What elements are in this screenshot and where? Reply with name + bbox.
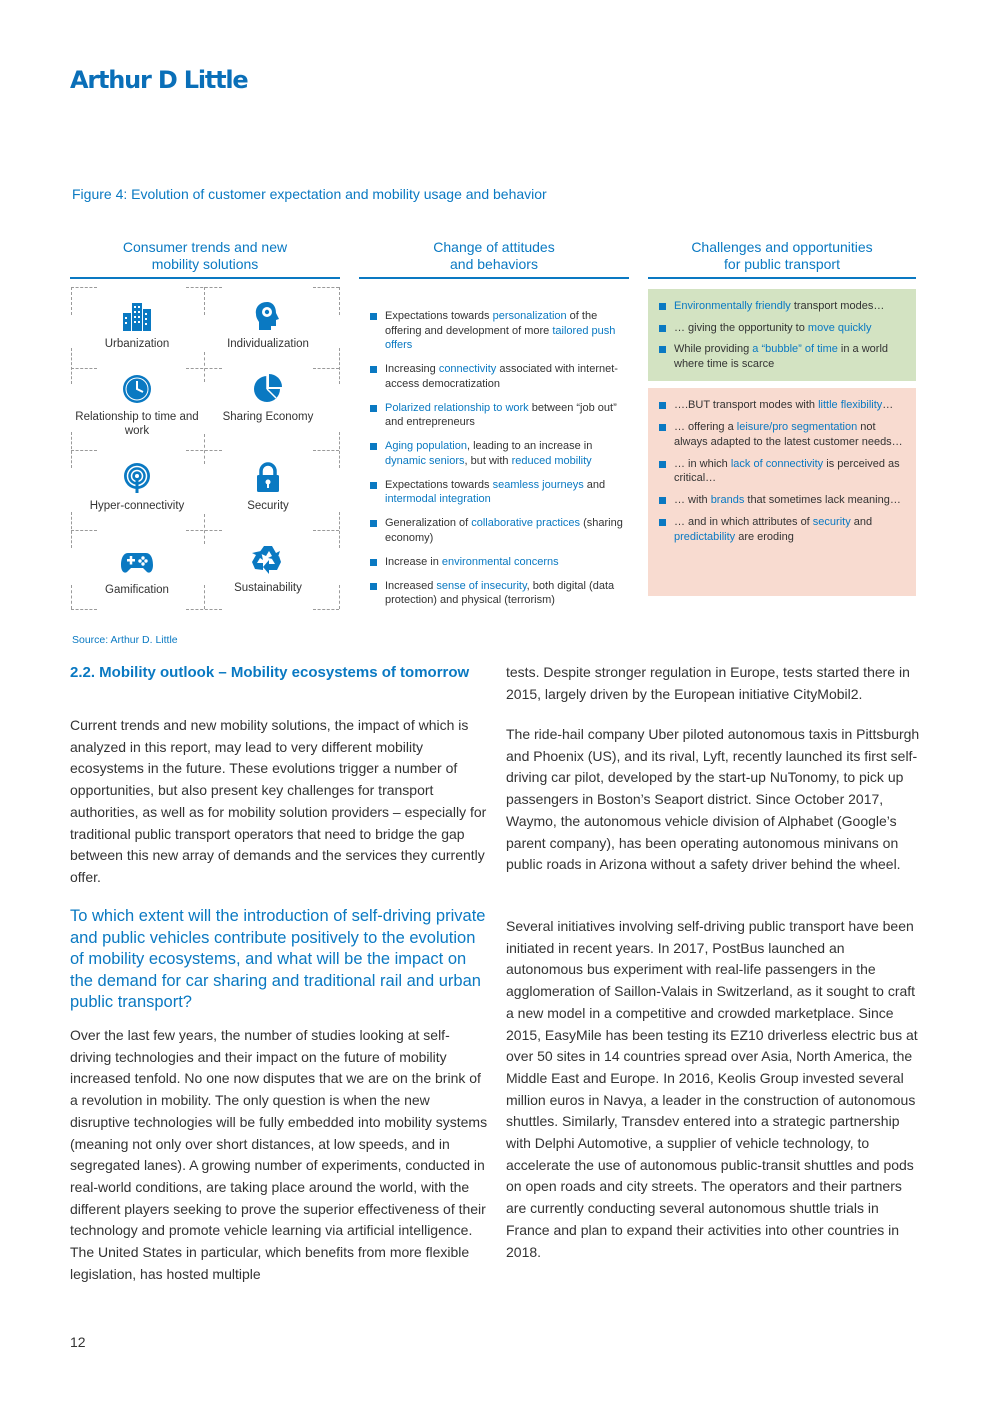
figure-source: Source: Arthur D. Little: [72, 634, 178, 646]
section-heading: 2.2. Mobility outlook – Mobility ecosystems of tomorrow: [70, 664, 470, 681]
bullet-item: … giving the opportunity to move quickly: [658, 321, 908, 336]
intro-paragraph: Current trends and new mobility solutions, the impact of which is analyzed in this report, may lead to very different mobility ecosystems in the future. These evolutions trigger a number of opportunities, but also present key challenges for transport authorities, as well as for mobility solution providers – especially for traditional public transport operators that need to bridge the gap between this new array of demands and the services they currently offer.: [70, 717, 487, 885]
column-header-trends: [70, 239, 340, 279]
challenges-box: [648, 388, 916, 596]
recycle-icon: [251, 543, 285, 577]
body-paragraph-right-1: tests. Despite stronger regulation in Europe, tests started there in 2015, largely driven by the European initiative CityMobil2.: [506, 664, 910, 702]
trend-label: Security: [247, 500, 289, 512]
padlock-icon: [251, 461, 285, 495]
bullet-item: … with brands that sometimes lack meaning…: [658, 493, 908, 508]
bullet-item: Polarized relationship to work between “job out” and entrepreneurs: [369, 401, 623, 430]
buildings-icon: [120, 299, 154, 333]
pie-chart-icon: [251, 372, 285, 406]
company-logo: Arthur D Little: [70, 66, 248, 94]
trend-gamification: [72, 545, 202, 623]
bullet-item: Increasing connectivity associated with internet-access democratization: [369, 362, 623, 391]
column-header-attitudes: [359, 239, 629, 279]
bullet-item: Expectations towards personalization of the offering and development of more tailored push offers: [369, 309, 623, 353]
bullet-item: While providing a “bubble” of time in a world where time is scarce: [658, 342, 908, 371]
bullet-item: … and in which attributes of security and predictability are eroding: [658, 515, 908, 544]
column-header-line: mobility solutions: [151, 256, 259, 272]
trend-hyper-connectivity: [72, 461, 202, 539]
body-paragraph-right-2: The ride-hail company Uber piloted autonomous taxis in Pittsburgh and Phoenix (US), and its rival, Lyft, recently launched its first self-driving car pilot, developed by the start-up NuTonomy, to pick up passengers in Boston’s Seaport district. Since October 2017, Waymo, the autonomous vehicle division of Alphabet (Google’s parent company), has been operating autonomous minivans on public roads in Arizona without a safety driver behind the wheel.: [506, 726, 920, 873]
clock-icon: [120, 372, 154, 406]
column-header-challenges: [648, 239, 916, 279]
body-paragraph-right-3: Several initiatives involving self-driving public transport have been initiated in recent years. In 2017, PostBus launched an autonomous bus experiment with real-life passengers in the agglomeration of Saillon-Valais in Switzerland, as it sought to craft a new model in a competitive and crowded marketplace. Since 2015, EasyMile has been testing its EZ10 driverless electric bus at over 50 sites in 14 countries spread over Asia, North America, the Middle East and Europe. In 2016, Keolis Group invested several million euros in Navya, a leader in the construction of autonomous shuttles. Similarly, Transdev entered into a strategic partnership with Delphi Automotive, a supplier of vehicle technology, to accelerate the use of autonomous public-transit shuttles and pods on open roads and city streets. The operators and their partners are currently conducting several autonomous shuttle trials in France and plan to expand their activities into other countries in 2018.: [506, 918, 918, 1260]
figure-title: Figure 4: Evolution of customer expectation and mobility usage and behavior: [72, 186, 547, 202]
bullet-item: … in which lack of connectivity is perceived as critical…: [658, 457, 908, 486]
trend-label: Hyper-connectivity: [89, 500, 185, 512]
head-gear-icon: [251, 299, 285, 333]
bullet-item: ….BUT transport modes with little flexibility…: [658, 398, 908, 413]
gamepad-icon: [120, 545, 154, 579]
trend-relationship-time-work: [72, 372, 202, 450]
trend-sharing-economy: [203, 372, 333, 450]
trend-security: [203, 461, 333, 539]
column-header-line: and behaviors: [450, 256, 538, 272]
column-header-line: Change of attitudes: [433, 239, 555, 255]
trend-individualization: [203, 299, 333, 377]
opportunities-box: [648, 289, 916, 381]
trend-label: Sharing Economy: [222, 411, 314, 423]
bullet-item: Aging population, leading to an increase in dynamic seniors, but with reduced mobility: [369, 439, 623, 468]
trend-label: Urbanization: [104, 338, 170, 350]
trend-label: Relationship to time and work: [75, 411, 199, 437]
trend-label: Gamification: [105, 584, 169, 596]
bullet-item: Generalization of collaborative practices (sharing economy): [369, 516, 623, 545]
bullet-item: Expectations towards seamless journeys and intermodal integration: [369, 478, 623, 507]
bullet-item: … offering a leisure/pro segmentation not always adapted to the latest customer needs…: [658, 420, 908, 449]
bullet-item: Increased sense of insecurity, both digital (data protection) and physical (terrorism): [369, 579, 623, 608]
trend-label: Individualization: [227, 338, 309, 350]
column-header-line: Challenges and opportunities: [691, 239, 873, 255]
attitudes-list: [369, 309, 623, 617]
wireless-icon: [120, 461, 154, 495]
trend-urbanization: [72, 299, 202, 377]
trend-sustainability: [203, 543, 333, 621]
question-heading: To which extent will the introduction of self-driving private and public vehicles contribute positively to the evolution of mobility ecosystems, and what will be the impact on the demand for car sharing and traditional rail and urban public transport?: [70, 907, 486, 1011]
column-header-line: Consumer trends and new: [122, 239, 288, 255]
bullet-item: Increase in environmental concerns: [369, 555, 623, 570]
body-paragraph-left: Over the last few years, the number of studies looking at self-driving technologies and their impact on the future of mobility increased tenfold. No one now disputes that we are on the brink of a revolution in mobility. The only question is when the new disruptive technologies will be fully embedded into mobility systems (meaning not only over short distances, at low speeds, and in segregated lanes). A growing number of experiments, conducted in real-world conditions, are taking place around the world, with the different players seeking to prove the superior effectiveness of their technology and promote vehicle learning via artificial intelligence. The United States in particular, which benefits from more flexible legislation, has hosted multiple: [70, 1027, 488, 1282]
trend-label: Sustainability: [234, 582, 302, 594]
page-number: 12: [70, 1334, 86, 1350]
bullet-item: Environmentally friendly transport modes…: [658, 299, 908, 314]
column-header-line: for public transport: [724, 256, 840, 272]
